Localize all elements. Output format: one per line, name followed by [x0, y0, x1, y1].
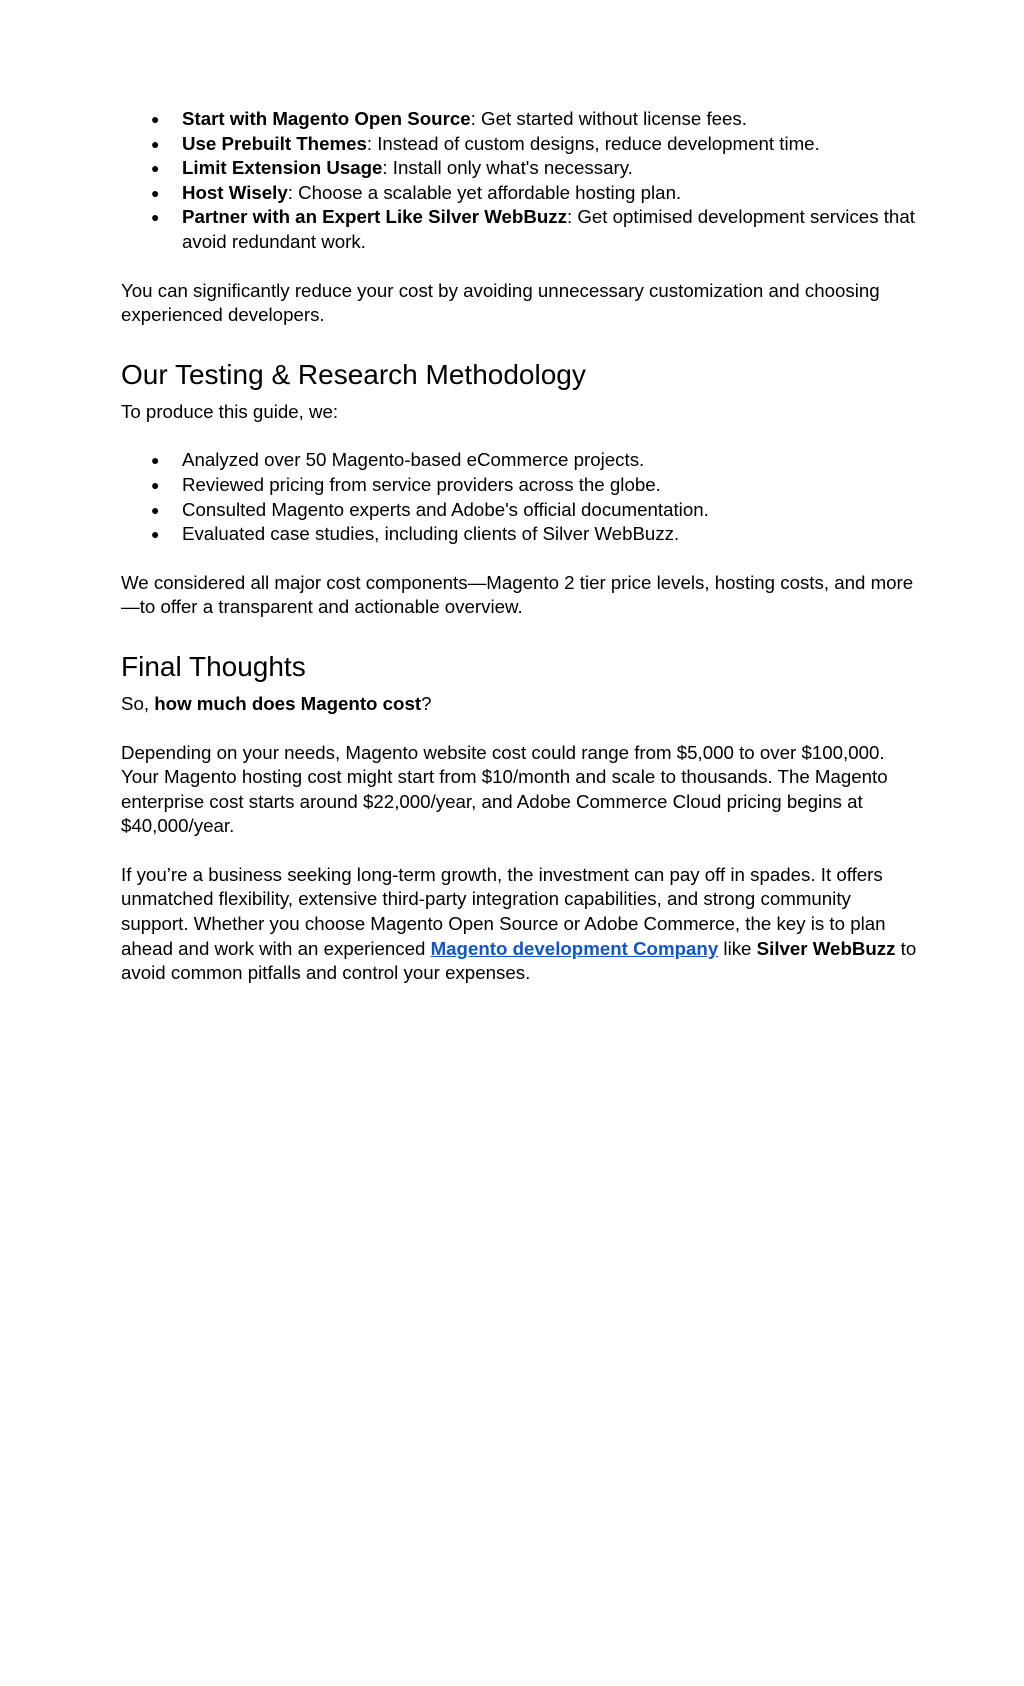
bullet-icon: ● — [151, 209, 160, 226]
tip-title: Partner with an Expert Like Silver WebBuzz — [182, 206, 567, 228]
bullet-icon: ● — [151, 452, 160, 469]
closing-text-part2: like — [718, 937, 757, 959]
bullet-icon: ● — [151, 135, 160, 152]
tip-title: Start with Magento Open Source — [182, 108, 471, 129]
methodology-intro: To produce this guide, we: — [121, 400, 339, 422]
tip-text: : Get started without license fees. — [470, 108, 747, 129]
methodology-item-text: Evaluated case studies, including clients of Silver WebBuzz. — [182, 523, 680, 545]
tip-text: : Install only what's necessary. — [382, 157, 633, 179]
closing-paragraph — [121, 863, 921, 986]
tip-text: : Instead of custom designs, reduce development time. — [366, 132, 820, 154]
cost-saving-tips-list — [121, 107, 921, 255]
question-suffix: ? — [421, 692, 432, 714]
bullet-icon: ● — [151, 526, 160, 543]
list-item — [121, 473, 921, 498]
list-item — [121, 132, 921, 157]
list-item — [121, 107, 921, 132]
methodology-heading: Our Testing & Research Methodology — [121, 358, 586, 390]
question-bold: how much does Magento cost — [154, 692, 422, 714]
closing-text-part1: If you’re a business seeking long-term growth, the investment can pay off in spades. It offers unmatched flexibility, extensive third-party integration capabilities, and strong community support. Whether you choose Magento Open Source or Adobe Commerce, the key is to plan ahead and work with an experienced — [121, 863, 886, 959]
cost-question — [121, 692, 921, 717]
bullet-icon: ● — [151, 160, 160, 177]
list-item — [121, 498, 921, 523]
list-item — [121, 448, 921, 473]
cost-range-paragraph: Depending on your needs, Magento website cost could range from $5,000 to over $100,000. Your Magento hosting cost might start from $10/month and scale to thousands. The Magento enterprise cost starts around $22,000/year, and Adobe Commerce Cloud pricing begins at $40,000/year. — [121, 741, 888, 837]
tip-text: : Get optimised development services that avoid redundant work. — [182, 206, 915, 252]
company-name: Silver WebBuzz — [756, 937, 896, 959]
list-item — [121, 205, 921, 254]
document-page — [121, 107, 921, 986]
list-item — [121, 156, 921, 181]
methodology-item-text: Reviewed pricing from service providers across the globe. — [182, 473, 661, 495]
magento-development-company-link[interactable]: Magento development Company — [430, 937, 719, 959]
bullet-icon: ● — [151, 476, 160, 493]
reduce-cost-paragraph: You can significantly reduce your cost by avoiding unnecessary customization and choosing experienced developers. — [121, 279, 880, 326]
bullet-icon: ● — [151, 111, 160, 127]
question-prefix: So, — [121, 692, 155, 714]
tip-title: Host Wisely — [182, 181, 288, 203]
list-item — [121, 181, 921, 206]
bullet-icon: ● — [151, 501, 160, 518]
list-item — [121, 522, 921, 547]
methodology-item-text: Consulted Magento experts and Adobe's official documentation. — [182, 498, 709, 520]
methodology-summary: We considered all major cost components—Magento 2 tier price levels, hosting costs, and more—to offer a transparent and actionable overview. — [121, 571, 914, 618]
bullet-icon: ● — [151, 184, 160, 201]
tip-title: Limit Extension Usage — [182, 157, 383, 179]
methodology-list — [121, 448, 921, 546]
methodology-item-text: Analyzed over 50 Magento-based eCommerce projects. — [182, 449, 645, 471]
final-thoughts-heading: Final Thoughts — [121, 650, 306, 682]
tip-title: Use Prebuilt Themes — [182, 132, 367, 154]
tip-text: : Choose a scalable yet affordable hosting plan. — [287, 181, 682, 203]
closing-text-part3: to avoid common pitfalls and control your expenses. — [121, 937, 917, 984]
